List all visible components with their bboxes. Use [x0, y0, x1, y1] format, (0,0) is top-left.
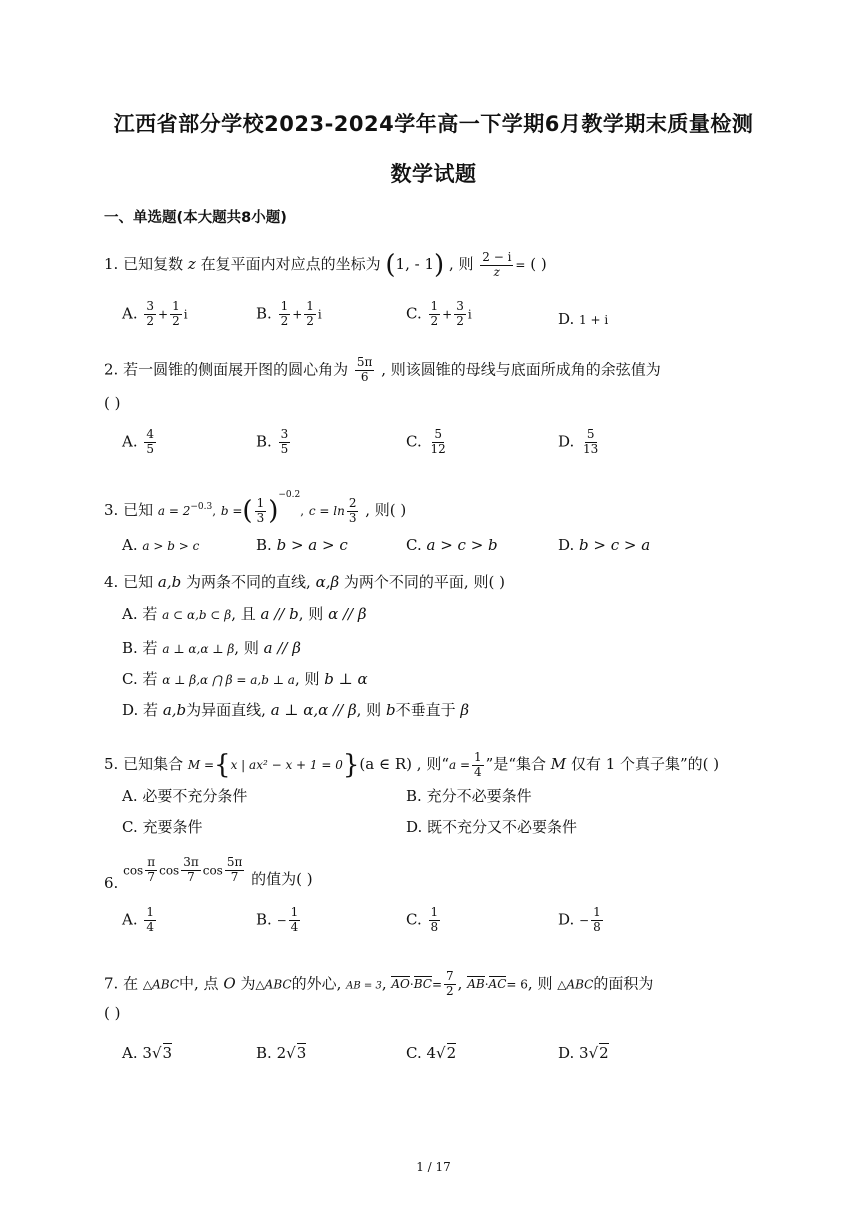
math-expr: AB = 3 — [346, 980, 382, 992]
option-label: C. — [122, 818, 138, 836]
option-text: 为异面直线, — [186, 701, 266, 719]
question-text: 的外心, — [291, 974, 342, 993]
fraction — [472, 751, 484, 780]
option-4a — [122, 603, 367, 624]
radicand: 2 — [599, 1044, 609, 1062]
option-text: 必要不充分条件 — [142, 787, 248, 805]
frac-num: 2 — [348, 495, 357, 510]
triangle-symbol: △ABC — [255, 977, 292, 992]
question-number: 6. — [104, 874, 119, 893]
fraction — [429, 428, 448, 457]
question-text: 的面积为 — [593, 974, 654, 993]
math-var: M — [550, 755, 567, 773]
frac-den: 2 — [446, 983, 454, 998]
option-label: D. — [558, 310, 575, 328]
frac-num: 3 — [146, 299, 155, 313]
question-text: 仅有 1 个真子集”的( ) — [570, 755, 720, 773]
question-text: 在 — [123, 974, 139, 993]
option-text: , 则 — [356, 701, 382, 719]
question-6 — [104, 855, 313, 893]
frac-num: 1 — [593, 905, 601, 919]
fraction — [279, 428, 291, 457]
frac-num: 5 — [434, 427, 442, 441]
option-2c — [406, 428, 450, 457]
paren-open: ( — [385, 250, 396, 280]
point-coords: 1, - 1 — [395, 255, 434, 273]
dot-operator: · — [484, 977, 489, 992]
frac-num: 1 — [474, 749, 482, 764]
option-label: C. — [406, 1044, 422, 1062]
radical-sign: √ — [151, 1044, 162, 1062]
option-label: D. 若 — [122, 701, 159, 719]
fraction — [581, 428, 600, 457]
coefficient: 3 — [142, 1044, 152, 1062]
question-text: 为两条不同的直线, — [186, 573, 311, 591]
option-2d — [558, 428, 602, 457]
option-5b — [406, 785, 532, 806]
frac-num: 1 — [430, 905, 439, 919]
question-text: 为 — [240, 974, 256, 993]
question-text: , 则“ — [416, 755, 449, 773]
operator: + — [442, 307, 453, 322]
math-func: cos — [123, 863, 144, 878]
coefficient: 4 — [426, 1044, 437, 1062]
vector: BC — [413, 977, 432, 992]
question-text: 已知 — [123, 501, 154, 519]
frac-den: 7 — [147, 869, 155, 884]
exponent: −0.2 — [278, 490, 301, 500]
question-number: 5. — [104, 755, 119, 773]
option-2b — [256, 428, 292, 457]
frac-num: 1 — [172, 299, 180, 313]
math-expr: a // b — [260, 605, 299, 623]
coefficient: 3 — [579, 1044, 589, 1062]
math-expr: α,β — [315, 573, 340, 591]
question-text: 为两个不同的平面, 则( ) — [343, 573, 505, 591]
math-expr: a,b — [157, 573, 182, 591]
option-label: A. — [122, 910, 138, 929]
triangle-symbol: △ABC — [142, 977, 180, 992]
fraction — [454, 300, 466, 329]
frac-den: 13 — [583, 441, 599, 456]
question-text: 中, 点 — [179, 974, 219, 993]
option-3b — [256, 536, 348, 554]
math-expr: a = — [449, 758, 471, 772]
option-4c — [122, 668, 368, 689]
math-expr: = 6 — [506, 977, 528, 992]
frac-num: 1 — [280, 299, 289, 313]
vector: AB — [467, 977, 485, 992]
question-text: 在复平面内对应点的坐标为 — [200, 255, 381, 273]
option-value: a > c > b — [426, 536, 498, 554]
radicand: 3 — [296, 1044, 307, 1062]
option-5c — [122, 816, 203, 837]
frac-num: 5π — [356, 355, 373, 369]
fraction — [429, 906, 441, 935]
frac-den: 2 — [280, 313, 289, 328]
fraction — [429, 300, 441, 329]
frac-num: 4 — [146, 427, 155, 441]
frac-den: 5 — [280, 441, 289, 456]
frac-num: 2 − i — [482, 249, 512, 264]
question-text: 已知集合 — [123, 755, 184, 773]
option-label: A. — [122, 432, 138, 451]
question-text: 若一圆锥的侧面展开图的圆心角为 — [123, 360, 349, 379]
option-text: , 则 — [294, 670, 320, 688]
math-expr: α // β — [328, 605, 367, 623]
frac-den: 2 — [430, 313, 439, 328]
option-value: b > c > a — [579, 536, 651, 554]
frac-den: 4 — [146, 919, 155, 934]
frac-num: π — [147, 855, 156, 869]
fraction — [170, 300, 182, 329]
frac-num: 5π — [226, 855, 243, 869]
fraction — [145, 856, 157, 885]
option-1b — [256, 300, 322, 329]
option-6d — [558, 906, 605, 935]
frac-num: 1 — [256, 495, 265, 510]
math-expr: a ⊥ α,α // β — [270, 701, 357, 719]
frac-den: 8 — [430, 919, 439, 934]
math-expr: b — [385, 701, 396, 719]
question-text: 已知 — [123, 573, 154, 591]
answer-blank: ( ) — [530, 255, 547, 273]
frac-den: 2 — [146, 313, 155, 328]
frac-num: 3π — [183, 855, 199, 869]
math-expr: a = 2 — [157, 504, 191, 518]
option-label: B. 若 — [122, 639, 158, 657]
option-1c — [406, 300, 472, 329]
radicand: 3 — [162, 1044, 173, 1062]
option-7a — [122, 1044, 172, 1062]
question-number: 7. — [104, 974, 119, 993]
coefficient: 2 — [276, 1044, 287, 1062]
paren-open: ( — [242, 496, 253, 526]
option-1a — [122, 300, 188, 329]
option-5a — [122, 785, 247, 806]
question-5 — [104, 750, 719, 780]
sign: − — [276, 913, 287, 928]
fraction — [347, 497, 359, 526]
question-2-blank: ( ) — [104, 394, 121, 412]
fraction — [144, 428, 156, 457]
fraction — [181, 856, 201, 885]
fraction — [304, 300, 316, 329]
question-2 — [104, 356, 661, 385]
option-label: B. — [406, 787, 422, 805]
separator: , — [457, 974, 463, 993]
option-6c — [406, 906, 442, 935]
frac-num: 1 — [146, 905, 155, 919]
radical-sign: √ — [436, 1044, 446, 1062]
brace-open: { — [214, 750, 231, 780]
question-text: ”是“集合 — [485, 755, 547, 773]
document-subtitle: 数学试题 — [390, 162, 477, 186]
frac-den: 2 — [306, 313, 314, 328]
question-number: 3. — [104, 501, 119, 519]
separator: , — [381, 974, 387, 993]
equals-sign: = — [431, 977, 443, 992]
option-label: D. — [406, 818, 423, 836]
option-1d — [558, 310, 608, 328]
frac-num: 1 — [290, 905, 299, 919]
option-label: B. — [256, 1044, 272, 1062]
question-text: , 则( ) — [365, 501, 407, 519]
option-3a — [122, 536, 199, 554]
exponent: −0.3 — [190, 502, 213, 512]
option-label: A. 若 — [122, 605, 158, 623]
option-text: , 则 — [298, 605, 324, 623]
frac-num: 1 — [430, 299, 439, 313]
option-text: 不垂直于 — [395, 701, 456, 719]
equals-sign: = — [515, 258, 526, 272]
sign: − — [579, 913, 590, 928]
option-text: 充要条件 — [142, 818, 203, 836]
separator: , — [212, 504, 217, 518]
page-number: 1 / 17 — [416, 1160, 451, 1174]
option-text: 既不充分又不必要条件 — [427, 818, 578, 836]
math-expr: b ⊥ α — [324, 670, 368, 688]
math-func: cos — [202, 863, 223, 878]
option-label: D. — [558, 1044, 575, 1062]
vector: AC — [488, 977, 507, 992]
dot-operator: · — [409, 977, 414, 992]
question-number: 1. — [104, 255, 119, 273]
math-expr: a ⊂ α,b ⊂ β — [162, 608, 232, 622]
triangle-symbol: △ABC — [557, 977, 594, 992]
option-4b — [122, 637, 301, 658]
option-label: A. — [122, 304, 138, 323]
separator: , — [300, 504, 305, 518]
option-label: B. — [256, 910, 272, 929]
option-label: C. 若 — [122, 670, 158, 688]
question-text: 的值为( ) — [251, 870, 313, 889]
frac-den: 3 — [256, 510, 265, 525]
question-text: 已知复数 — [123, 255, 184, 273]
option-text: , 则 — [234, 639, 259, 657]
math-var: z — [187, 255, 196, 273]
math-expr: a,b — [162, 701, 187, 719]
set-condition: (a ∈ R) — [359, 755, 412, 773]
frac-num: 5 — [586, 427, 595, 441]
option-value: 1 + i — [579, 313, 609, 327]
option-label: D. — [558, 432, 575, 451]
option-value: a > b > c — [142, 539, 200, 553]
option-6a — [122, 906, 158, 935]
fraction — [444, 970, 456, 999]
math-expr: a // β — [263, 639, 301, 657]
frac-den: 4 — [474, 764, 482, 779]
question-text: , 则 — [448, 255, 474, 273]
math-expr: β — [460, 701, 470, 719]
operator: + — [292, 307, 303, 322]
fraction — [480, 251, 513, 280]
fraction — [225, 856, 245, 885]
frac-den: 7 — [187, 869, 195, 884]
option-label: A. — [122, 536, 138, 554]
question-number: 2. — [104, 360, 119, 379]
frac-den: 6 — [360, 369, 369, 384]
option-text: , 且 — [231, 605, 256, 623]
operator: + — [158, 307, 169, 322]
brace-close: } — [342, 750, 360, 780]
question-text: , 则 — [527, 974, 553, 993]
option-7c — [406, 1044, 456, 1062]
section-heading: 一、单选题(本大题共8小题) — [104, 210, 287, 226]
question-text: , 则该圆锥的母线与底面所成角的余弦值为 — [381, 360, 661, 379]
math-expr: a ⊥ α,α ⊥ β — [162, 642, 235, 656]
math-expr: α ⊥ β,α ⋂ β = a,b ⊥ a — [162, 673, 295, 687]
option-4d — [122, 699, 469, 720]
radicand: 2 — [446, 1044, 457, 1062]
question-3 — [104, 490, 406, 526]
fraction — [279, 300, 291, 329]
option-2a — [122, 428, 158, 457]
math-func: cos — [159, 863, 180, 878]
question-4 — [104, 571, 505, 592]
option-value: b > a > c — [276, 536, 348, 554]
paren-close: ) — [434, 250, 445, 280]
fraction — [144, 300, 156, 329]
frac-num: 1 — [306, 299, 314, 313]
set-body: x | ax² − x + 1 = 0 — [230, 758, 343, 772]
question-7-blank: ( ) — [104, 1004, 121, 1022]
frac-den: 2 — [456, 313, 464, 328]
paren-close: ) — [268, 496, 279, 526]
frac-den: 5 — [146, 441, 155, 456]
math-expr: M = — [187, 758, 215, 772]
option-7b — [256, 1044, 306, 1062]
fraction — [289, 906, 301, 935]
frac-num: 3 — [280, 427, 289, 441]
option-3c — [406, 536, 498, 554]
frac-num: 7 — [446, 969, 454, 983]
frac-den: 2 — [172, 313, 180, 328]
frac-den: 12 — [430, 441, 446, 456]
option-label: B. — [256, 536, 272, 554]
option-label: C. — [406, 432, 422, 451]
document-title: 江西省部分学校2023-2024学年高一下学期6月教学期末质量检测 — [113, 112, 754, 136]
imag-unit: i — [467, 307, 472, 322]
option-label: D. — [558, 910, 575, 929]
option-label: C. — [406, 910, 422, 929]
frac-den: 8 — [593, 919, 601, 934]
frac-den: 3 — [348, 510, 357, 525]
option-label: D. — [558, 536, 575, 554]
question-1 — [104, 250, 547, 280]
fraction — [591, 906, 603, 935]
option-6b — [256, 906, 302, 935]
question-7 — [104, 970, 653, 999]
option-5d — [406, 816, 577, 837]
math-expr: c = ln — [308, 504, 345, 518]
math-expr: b = — [220, 504, 243, 518]
imag-unit: i — [317, 307, 322, 322]
option-label: A. — [122, 1044, 138, 1062]
option-label: C. — [406, 304, 422, 323]
vector: AO — [391, 977, 410, 992]
option-label: C. — [406, 536, 422, 554]
fraction — [355, 356, 375, 385]
option-label: B. — [256, 432, 272, 451]
fraction — [144, 906, 156, 935]
question-number: 4. — [104, 573, 119, 591]
frac-den: z — [493, 264, 500, 279]
frac-den: 7 — [230, 869, 239, 884]
option-text: 充分不必要条件 — [426, 787, 532, 805]
radical-sign: √ — [286, 1044, 296, 1062]
option-7d — [558, 1044, 609, 1062]
option-label: A. — [122, 787, 138, 805]
math-var: O — [223, 974, 236, 993]
frac-den: 4 — [290, 919, 299, 934]
fraction — [255, 497, 267, 526]
imag-unit: i — [183, 307, 188, 322]
frac-num: 3 — [456, 299, 464, 313]
option-3d — [558, 536, 650, 554]
option-label: B. — [256, 304, 272, 323]
radical-sign: √ — [588, 1044, 599, 1062]
